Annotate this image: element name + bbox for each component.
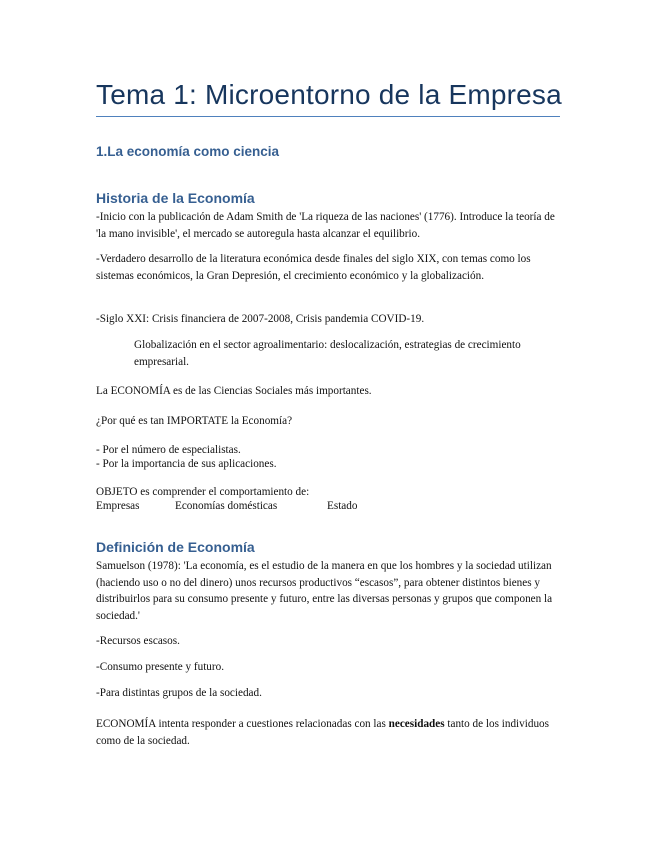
closing-text-start: ECONOMÍA intenta responder a cuestiones relacionadas con las: [96, 718, 389, 730]
objeto-item: Empresas: [96, 500, 140, 512]
historia-heading: Historia de la Economía: [96, 190, 255, 206]
objeto-item: Estado: [327, 500, 358, 512]
definicion-bullet-3: -Para distintas grupos de la sociedad.: [96, 687, 262, 699]
objeto-item: Economías domésticas: [175, 500, 278, 512]
definicion-closing-paragraph: [96, 716, 566, 749]
historia-paragraph-2: -Verdadero desarrollo de la literatura económica desde finales del siglo XIX, con temas como los sistemas económicos, la Gran Depresión, el crecimiento económico y la globalización.: [96, 253, 531, 282]
objeto-paragraph: OBJETO es comprender el comportamiento de:: [96, 486, 310, 498]
historia-paragraph-1: -Inicio con la publicación de Adam Smith de 'La riqueza de las naciones' (1776). Introduce la teoría de 'la mano invisible', el mercado se autoregula hasta alcanzar el equilibrio.: [96, 211, 555, 240]
historia-bullet-2: - Por la importancia de sus aplicaciones.: [96, 458, 277, 470]
definicion-heading: Definición de Economía: [96, 539, 255, 555]
historia-question: ¿Por qué es tan IMPORTATE la Economía?: [96, 415, 293, 427]
section-heading: 1.La economía como ciencia: [96, 144, 280, 159]
definicion-bullet-2: -Consumo presente y futuro.: [96, 661, 225, 673]
closing-bold-word: necesidades: [388, 718, 445, 730]
closing-text-end: tanto de los individuos como de la sociedad.: [96, 718, 550, 747]
historia-paragraph-3: -Siglo XXI: Crisis financiera de 2007-2008, Crisis pandemia COVID-19.: [96, 313, 425, 325]
title-underline: [96, 116, 560, 117]
definicion-bullet-1: -Recursos escasos.: [96, 635, 180, 647]
historia-paragraph-5: La ECONOMÍA es de las Ciencias Sociales más importantes.: [96, 385, 372, 397]
definicion-paragraph: Samuelson (1978): 'La economía, es el estudio de la manera en que los hombres y la sociedad utilizan (haciendo uso o no del dinero) unos recursos productivos “escasos”, para obtener distintos bienes y distribuirlos para su consumo presente y futuro, entre las diversas personas y grupos que componen la sociedad.': [96, 560, 553, 622]
page-title: Tema 1: Microentorno de la Empresa: [96, 79, 562, 110]
historia-indented-paragraph: Globalización en el sector agroalimentario: deslocalización, estrategias de crecimiento empresarial.: [134, 339, 521, 368]
historia-bullet-1: - Por el número de especialistas.: [96, 444, 241, 456]
